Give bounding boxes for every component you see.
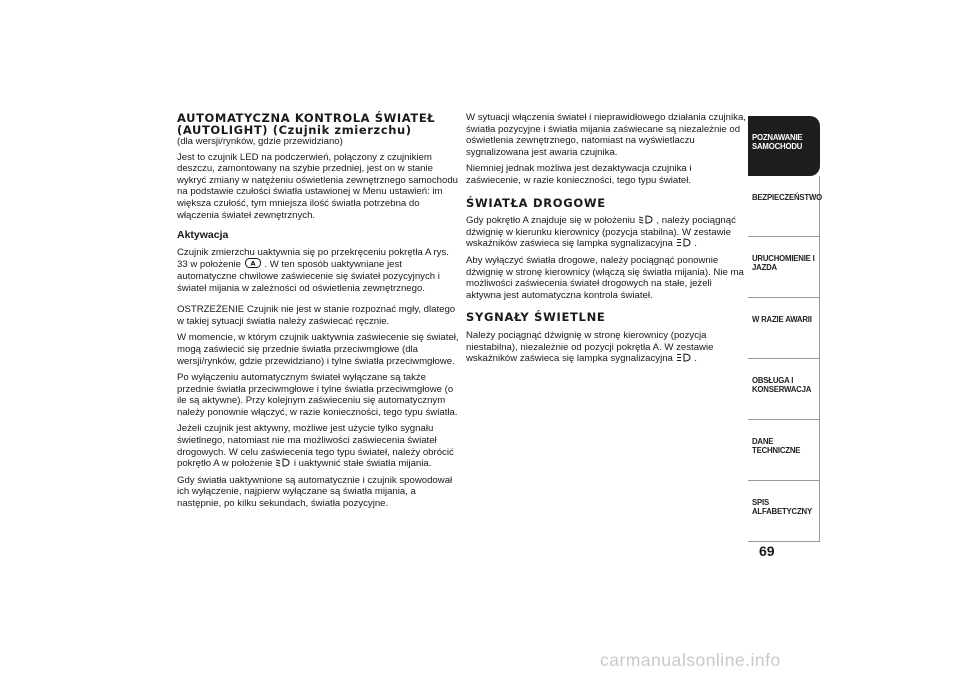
paragraph: Należy pociągnąć dźwignię w stronę kierownicy (pozycja niestabilna), niezależnie od pozycji pokrętła A. W zestawie wskaźników zaświeca się lampka sygnalizacyjna .	[466, 329, 714, 365]
tab-label: W RAZIE AWARII	[752, 315, 812, 324]
tab-poznawanie-samochodu[interactable]	[748, 116, 820, 176]
high-beam-icon	[677, 353, 691, 362]
tab-w-razie-awarii[interactable]	[748, 298, 820, 359]
tab-spis-alfabetyczny[interactable]	[748, 481, 820, 542]
tab-label: URUCHOMIENIE I JAZDA	[752, 254, 815, 272]
tab-bezpieczenstwo[interactable]	[748, 176, 820, 237]
tab-label: OBSŁUGA I KONSERWACJA	[752, 376, 812, 394]
auto-light-icon	[245, 258, 261, 268]
paragraph: Niemniej jednak możliwa jest dezaktywacja czujnika i zaświecenie, w razie konieczności, tego typu świateł.	[466, 163, 692, 186]
left-column	[177, 112, 462, 515]
paragraph: W sytuacji włączenia świateł i nieprawidłowego działania czujnika, światła pozycyjne i światła mijania zaświecane są niezależnie od oświetlenia zewnętrznego, natomiast na wyświetlaczu sygnalizowana jest awaria czujnika.	[466, 112, 746, 158]
tab-label: POZNAWANIE SAMOCHODU	[752, 133, 803, 151]
paragraph: Aby wyłączyć światła drogowe, należy pociągnąć ponownie dźwignię w stronę kierownicy (włączą się światła mijania). Nie ma możliwości zaświecenia świateł drogowych na stałe, jeżeli aktywna jest automatyczna kontrola świateł.	[466, 254, 744, 301]
section-heading-autolight-line2: (AUTOLIGHT) (Czujnik zmierzchu)	[177, 123, 412, 137]
paragraph: W momencie, w którym czujnik uaktywnia zaświecenie się świateł, mogą zaświecić się przednie światła przeciwmgłowe (dla wersji/rynków, gdzie przewidziano) i tylne światła przeciwmgłowe.	[177, 332, 459, 367]
paragraph: Gdy pokrętło A znajduje się w położeniu , należy pociągnąć dźwignię w kierunku kierownicy (pozycja stabilna). W zestawie wskaźników zaświeca się lampka sygnalizacyjna .	[466, 215, 736, 250]
high-beam-icon	[677, 238, 691, 247]
watermark: carmanualsonline.info	[600, 650, 781, 670]
section-heading-flash: SYGNAŁY ŚWIETLNE	[466, 310, 606, 325]
page-number: 69	[759, 543, 775, 559]
paragraph: Gdy światła uaktywnione są automatycznie i czujnik spowodował ich wyłączenie, najpierw wyłączane są światła mijania, a następnie, po kilku sekundach, światła pozycyjne.	[177, 474, 453, 510]
chapter-tabs	[748, 116, 820, 542]
right-column	[466, 112, 748, 370]
tab-obsluga-i-konserwacja[interactable]	[748, 359, 820, 420]
paragraph: Jeżeli czujnik jest aktywny, możliwe jest użycie tylko sygnału świetlnego, natomiast nie ma możliwości zaświecenia świateł drogowych. W celu zaświecenia tego typu świateł, należy obrócić pokrętło A w położenie i uaktywnić stałe światła mijania.	[177, 423, 454, 470]
tab-dane-techniczne[interactable]	[748, 420, 820, 481]
tab-label: DANE TECHNICZNE	[752, 437, 801, 455]
tab-label: BEZPIECZEŃSTWO	[752, 193, 822, 202]
low-beam-icon	[276, 458, 290, 467]
low-beam-icon	[639, 215, 653, 224]
paragraph: Po wyłączeniu automatycznym świateł wyłączane są także przednie światła przeciwmgłowe i tylne światła przeciwmgłowe (o ile są aktywne). Przy kolejnym zaświeceniu się automatycznym należy ponownie włączyć, w razie konieczności, tego typu światła.	[177, 372, 458, 418]
paragraph: Jest to czujnik LED na podczerwień, połączony z czujnikiem deszczu, zamontowany na szybie przedniej, jest on w stanie wykryć zmiany w natężeniu oświetlenia zewnętrznego samochodu na podstawie czułości światła ustawionej w Menu ustawień: im większa czułość, tym mniejsza ilość światła potrzebna do włączenia świateł zewnętrznych.	[177, 151, 459, 221]
section-heading-high-beam: ŚWIATŁA DROGOWE	[466, 195, 606, 210]
tab-label: SPIS ALFABETYCZNY	[752, 498, 812, 516]
tab-uruchomienie-i-jazda[interactable]	[748, 237, 820, 298]
paragraph-warning: OSTRZEŻENIE Czujnik nie jest w stanie rozpoznać mgły, dlatego w takiej sytuacji światła należy zaświecać ręcznie.	[177, 304, 456, 327]
svg-text:A: A	[250, 259, 256, 268]
paragraph: Czujnik zmierzchu uaktywnia się po przekręceniu pokrętła A rys. 33 w położenie A . W ten sposób uaktywniane jest automatyczne chwilowe zaświecenie się świateł pozycyjnych i świateł mijania w zależności od oświetlenia zewnętrznego.	[177, 246, 449, 294]
aktywacja-heading: Aktywacja	[177, 229, 229, 242]
section-subheading: (dla wersji/rynków, gdzie przewidziano)	[177, 136, 343, 147]
section-heading-autolight-line1: AUTOMATYCZNA KONTROLA ŚWIATEŁ	[177, 111, 436, 125]
